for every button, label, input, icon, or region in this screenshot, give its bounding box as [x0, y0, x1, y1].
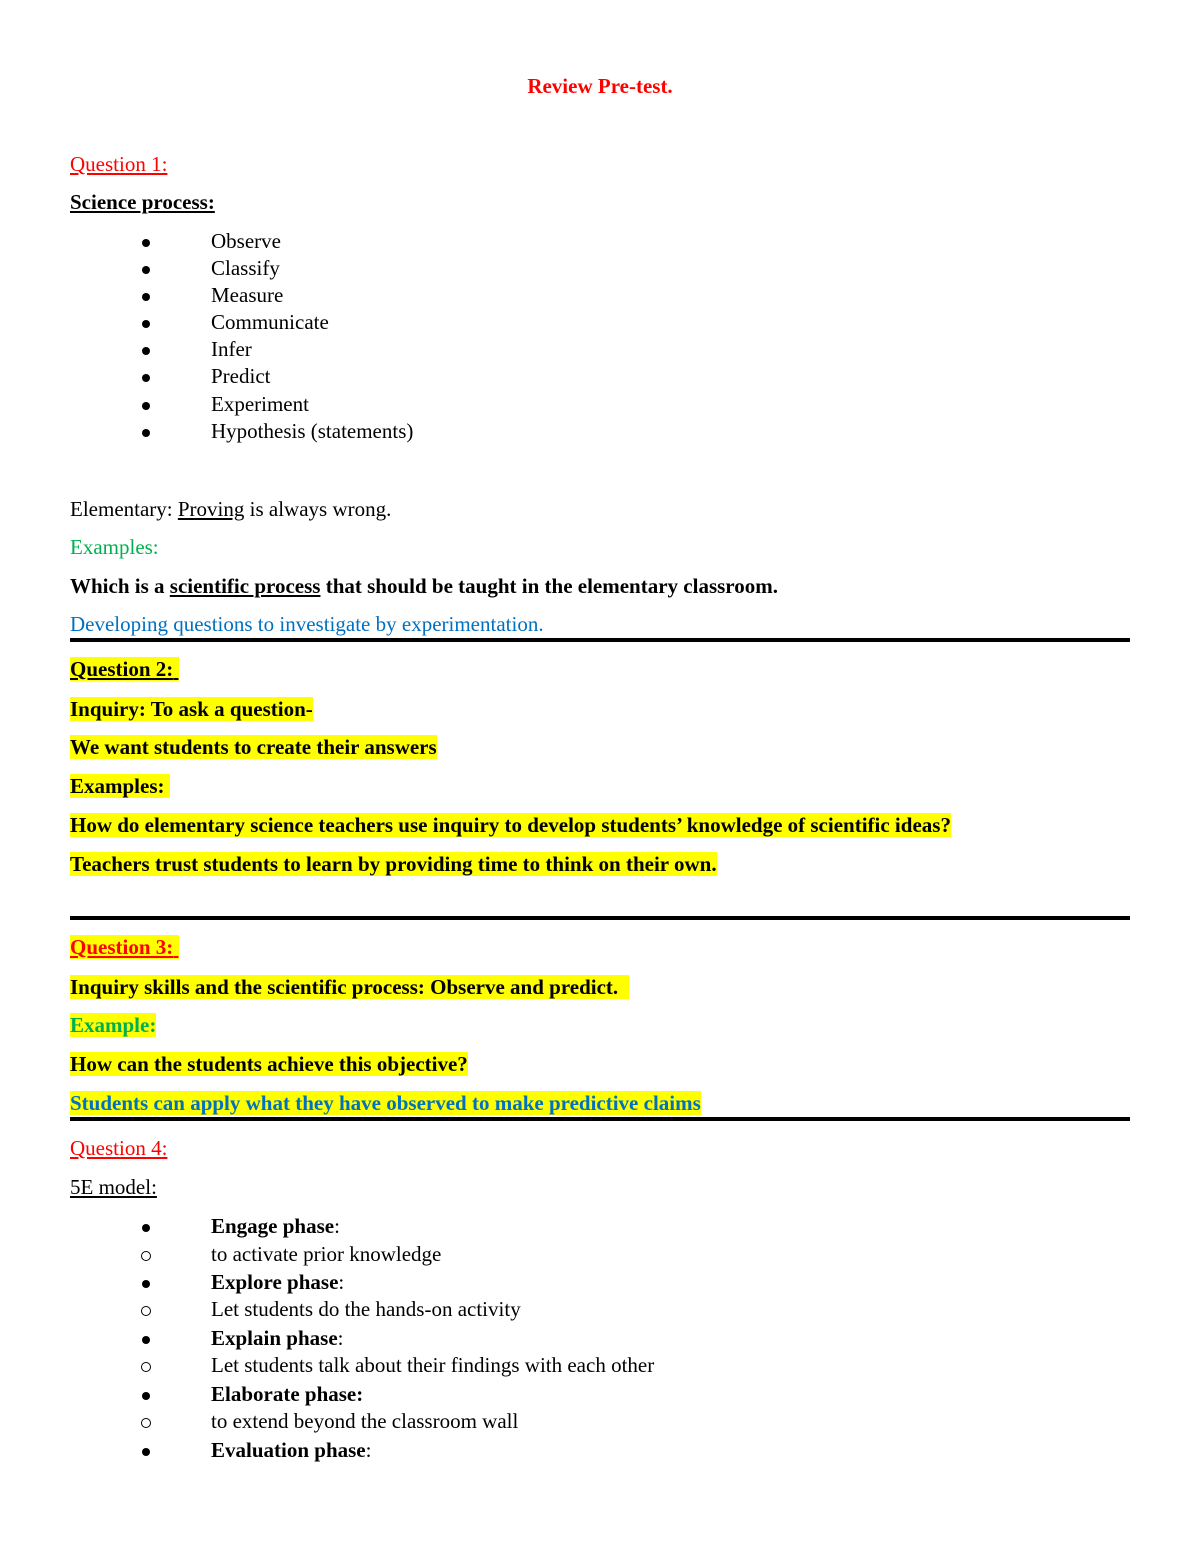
circle-bullet-icon — [141, 1362, 151, 1372]
list-item: Predict — [140, 363, 270, 389]
list-subitem: Let students talk about their findings with each other — [140, 1352, 654, 1378]
example-answer: Developing questions to investigate by experimentation. — [70, 612, 544, 636]
example-question: How can the students achieve this objective? — [70, 1052, 468, 1076]
example-answer: Students can apply what they have observed to make predictive claims — [70, 1091, 701, 1115]
circle-bullet-icon — [141, 1418, 151, 1428]
list-item: Classify — [140, 255, 280, 281]
bullet-icon — [142, 347, 150, 355]
bullet-icon — [142, 266, 150, 274]
section-divider — [70, 1117, 1130, 1121]
inquiry-goal: We want students to create their answers — [70, 735, 437, 759]
example-label: Example: — [70, 1013, 157, 1037]
science-process-heading: Science process: — [70, 190, 215, 214]
list-item: Elaborate phase: — [140, 1381, 363, 1407]
list-subitem: to activate prior knowledge — [140, 1241, 441, 1267]
bullet-icon — [142, 402, 150, 410]
bullet-icon — [142, 239, 150, 247]
bullet-icon — [142, 374, 150, 382]
list-subitem: Let students do the hands-on activity — [140, 1296, 521, 1322]
bullet-icon — [142, 429, 150, 437]
example-answer: Teachers trust students to learn by providing time to think on their own. — [70, 852, 717, 876]
list-item: Explore phase: — [140, 1269, 344, 1295]
list-item: Experiment — [140, 391, 309, 417]
list-item: Communicate — [140, 309, 329, 335]
examples-label: Examples: — [70, 773, 170, 799]
bullet-icon — [142, 1280, 150, 1288]
model-heading: 5E model: — [70, 1175, 157, 1199]
examples-label: Examples: — [70, 535, 159, 559]
inquiry-definition: Inquiry: To ask a question- — [70, 697, 313, 721]
question-4-heading: Question 4: — [70, 1136, 168, 1160]
bullet-icon — [142, 1336, 150, 1344]
bullet-icon — [142, 1392, 150, 1400]
elementary-note: Elementary: Proving is always wrong. — [70, 497, 392, 521]
section-divider — [70, 638, 1130, 642]
bullet-icon — [142, 1448, 150, 1456]
list-subitem: to extend beyond the classroom wall — [140, 1408, 518, 1434]
list-item: Infer — [140, 336, 252, 362]
inquiry-topic: Inquiry skills and the scientific process: Observe and predict. — [70, 974, 629, 1000]
circle-bullet-icon — [141, 1251, 151, 1261]
bullet-icon — [142, 293, 150, 301]
question-3-heading: Question 3: — [70, 934, 179, 960]
section-divider — [70, 916, 1130, 920]
page-title: Review Pre-test. — [527, 74, 673, 98]
question-1-heading: Question 1: — [70, 152, 168, 176]
list-item: Explain phase: — [140, 1325, 343, 1351]
example-question: Which is a scientific process that should be taught in the elementary classroom. — [70, 574, 778, 598]
example-question: How do elementary science teachers use inquiry to develop students’ knowledge of scientific ideas? — [70, 813, 951, 837]
list-item: Measure — [140, 282, 283, 308]
bullet-icon — [142, 1224, 150, 1232]
list-item: Hypothesis (statements) — [140, 418, 413, 444]
bullet-icon — [142, 320, 150, 328]
circle-bullet-icon — [141, 1306, 151, 1316]
list-item: Observe — [140, 228, 281, 254]
list-item: Engage phase: — [140, 1213, 340, 1239]
question-2-heading: Question 2: — [70, 656, 179, 682]
list-item: Evaluation phase: — [140, 1437, 371, 1463]
